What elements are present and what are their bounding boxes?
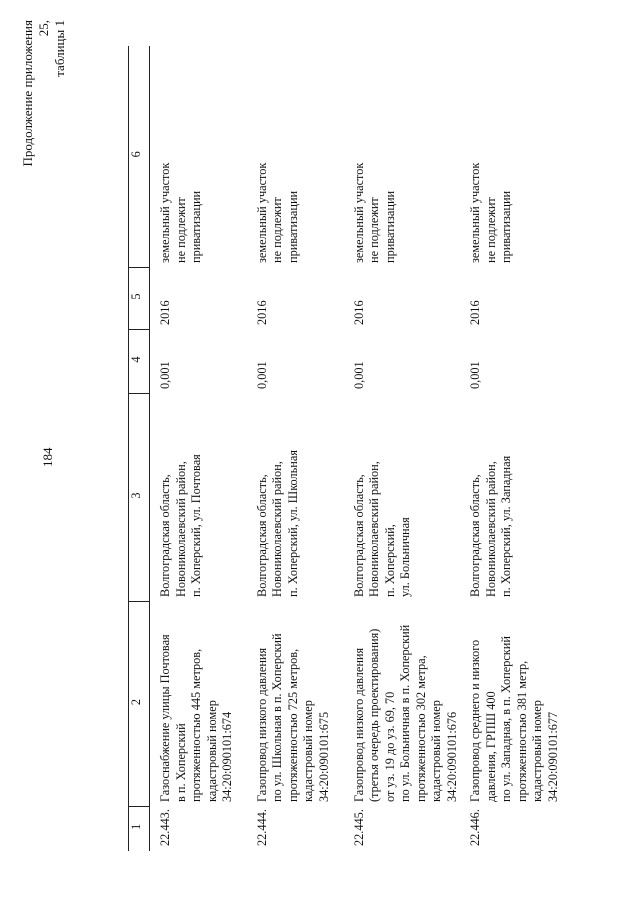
header-col-1: 1 [129, 807, 150, 851]
row-number: 22.446. [468, 809, 482, 846]
text-line: п. Хоперский, [382, 524, 397, 597]
header-col-3: 3 [129, 394, 150, 602]
text-line: кадастровый номер [204, 700, 219, 802]
text-line: п. Хоперский, ул. Почтовая [189, 454, 203, 597]
text-line: приватизации [499, 190, 513, 263]
object-address [460, 394, 561, 602]
text-line: Волгоградская область, [468, 474, 482, 597]
text-line: Новониколаевский район, [270, 461, 284, 597]
text-line: земельный участок [468, 162, 482, 263]
text-line: протяженностью 725 метров, [285, 648, 300, 802]
text-line: Газопровод среднего и низкого [468, 639, 482, 802]
object-value: 0,001 [254, 361, 269, 389]
text-line: не подлежит [173, 197, 188, 263]
text-line: от уз. 19 до уз. 69, 70 [382, 691, 397, 802]
object-note [247, 46, 344, 268]
object-address [247, 394, 344, 602]
header-col-5: 5 [129, 268, 150, 330]
text-line: по ул. Западная, в п. Хоперский [499, 636, 513, 802]
text-line: земельный участок [158, 162, 172, 263]
header-row [129, 46, 150, 851]
object-year: 2016 [468, 300, 482, 325]
text-line: в п. Хоперский [173, 723, 188, 802]
text-line: по ул. Школьная в п. Хоперский [270, 633, 284, 802]
object-address [344, 394, 461, 602]
object-value: 0,001 [351, 361, 366, 389]
object-value: 0,001 [468, 361, 482, 389]
table-row [460, 46, 561, 851]
table-row [247, 46, 344, 851]
text-line: 34:20:090101:675 [316, 711, 331, 802]
text-line: давления, ГРПШ 400 [483, 691, 498, 802]
text-line: Новониколаевский район, [173, 461, 188, 597]
page-number: 184 [40, 447, 55, 467]
text-line: Волгоградская область, [158, 474, 172, 597]
text-line: 34:20:090101:677 [545, 711, 560, 802]
text-line: не подлежит [270, 197, 284, 263]
text-line: 34:20:090101:674 [220, 711, 234, 802]
table-row [344, 46, 461, 851]
text-line: не подлежит [367, 197, 381, 263]
object-name [150, 602, 247, 807]
header-col-6: 6 [129, 46, 150, 268]
text-line: протяженностью 381 метр, [514, 660, 529, 802]
row-number: 22.443. [158, 809, 172, 846]
text-line: Газоснабжение улицы Почтовая [158, 634, 172, 802]
text-line: протяженностью 302 метра, [413, 655, 428, 802]
text-line: Газопровод низкого давления [254, 647, 269, 802]
text-line: ул. Больничная [398, 517, 412, 597]
text-line: земельный участок [254, 162, 269, 263]
object-year: 2016 [158, 300, 172, 325]
object-year: 2016 [254, 300, 269, 325]
object-address [150, 394, 247, 602]
text-line: Волгоградская область, [351, 474, 366, 597]
continuation-note [20, 20, 68, 170]
text-line: 34:20:090101:676 [444, 711, 459, 802]
row-number: 22.445. [351, 809, 366, 846]
text-line: не подлежит [483, 197, 498, 263]
text-line: по ул. Больничная в п. Хоперский [398, 624, 412, 802]
text-line: Газопровод низкого давления [351, 647, 366, 802]
text-line: земельный участок [351, 162, 366, 263]
property-table [128, 46, 561, 851]
table-row [150, 46, 247, 851]
object-name [344, 602, 461, 807]
text-line: приватизации [382, 190, 397, 263]
text-line: Волгоградская область, [254, 474, 269, 597]
text-line: приватизации [285, 190, 300, 263]
object-year: 2016 [351, 300, 366, 325]
continuation-line-2: таблицы 1 [52, 20, 67, 77]
text-line: (третья очередь проектирования) [367, 628, 381, 802]
text-line: Новониколаевский район, [483, 461, 498, 597]
object-note [460, 46, 561, 268]
object-note [344, 46, 461, 268]
text-line: приватизации [189, 190, 203, 263]
text-line: кадастровый номер [301, 700, 315, 802]
object-note [150, 46, 247, 268]
header-col-2: 2 [129, 602, 150, 807]
text-line: п. Хоперский, ул. Западная [499, 455, 513, 597]
text-line: Новониколаевский район, [367, 461, 381, 597]
continuation-line-1: Продолжение приложения 25, [20, 20, 51, 167]
object-name [247, 602, 344, 807]
text-line: п. Хоперский, ул. Школьная [285, 450, 300, 597]
text-line: кадастровый номер [530, 700, 544, 802]
object-name [460, 602, 561, 807]
header-col-4: 4 [129, 330, 150, 394]
text-line: кадастровый номер [429, 700, 443, 802]
object-value: 0,001 [158, 361, 172, 389]
row-number: 22.444. [254, 809, 269, 846]
text-line: протяженностью 445 метров, [189, 648, 203, 802]
